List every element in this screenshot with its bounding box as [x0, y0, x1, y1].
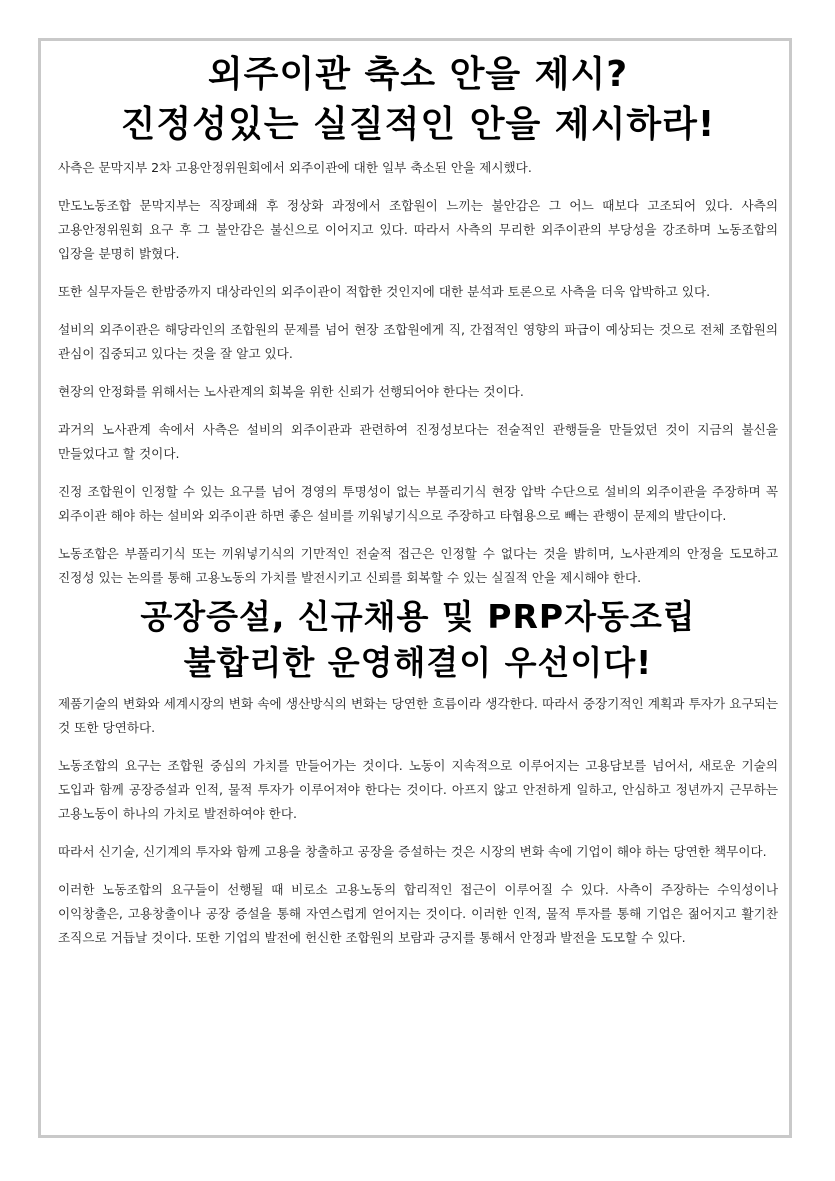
- section2-paragraph: 이러한 노동조합의 요구들이 선행될 때 비로소 고용노동의 합리적인 접근이 이루어질 수 있다. 사측이 주장하는 수익성이나 이익창출은, 고용창출이나 공장 증설을 통해 자연스럽게 얻어지는 것이다. 이러한 인적, 물적 투자를 통해 기업은 젊어지고 활기찬 조직으로 거듭날 것이다. 또한 기업의 발전에 헌신한 조합원의 보람과 긍지를 통해서 안정과 발전을 도모할 수 있다.: [58, 882, 778, 945]
- document-content: [58, 50, 778, 964]
- section1-title-line1: 외주이관 축소 안을 제시?: [207, 54, 629, 95]
- section1-paragraph: 과거의 노사관계 속에서 사측은 설비의 외주이관과 관련하여 진정성보다는 전술적인 관행들을 만들었던 것이 지금의 불신을 만들었다고 할 것이다.: [58, 422, 778, 461]
- section1-paragraph: 진정 조합원이 인정할 수 있는 요구를 넘어 경영의 투명성이 없는 부풀리기식 현장 압박 수단으로 설비의 외주이관을 주장하며 꼭 외주이관 해야 하는 설비와 외주이관 하면 좋은 설비를 끼워넣기식으로 주장하고 타협용으로 빼는 관행이 문제의 발단이다.: [58, 484, 778, 523]
- section1-paragraph: 현장의 안정화를 위해서는 노사관계의 회복을 위한 신뢰가 선행되어야 한다는 것이다.: [58, 384, 524, 399]
- section2-paragraph: 노동조합의 요구는 조합원 중심의 가치를 만들어가는 것이다. 노동이 지속적으로 이루어지는 고용담보를 넘어서, 새로운 기술의 도입과 함께 공장증설과 인적, 물적 투자가 이루어져야 한다는 것이다. 아프지 않고 안전하게 일하고, 안심하고 정년까지 근무하는 고용노동이 하나의 가치로 발전하여야 한다.: [58, 758, 778, 821]
- section1-paragraph: 설비의 외주이관은 해당라인의 조합원의 문제를 넘어 현장 조합원에게 직, 간접적인 영향의 파급이 예상되는 것으로 전체 조합원의 관심이 집중되고 있다는 것을 잘 알고 있다.: [58, 322, 778, 361]
- section1-paragraph: 사측은 문막지부 2차 고용안정위원회에서 외주이관에 대한 일부 축소된 안을 제시했다.: [58, 160, 532, 175]
- section2-title-line2: 불합리한 운영해결이 우선이다!: [183, 643, 653, 682]
- section2-paragraph: 따라서 신기술, 신기계의 투자와 함께 고용을 창출하고 공장을 증설하는 것은 시장의 변화 속에 기업이 해야 하는 당연한 책무이다.: [58, 844, 767, 859]
- section1-paragraph: 노동조합은 부풀리기식 또는 끼워넣기식의 기만적인 전술적 접근은 인정할 수 없다는 것을 밝히며, 노사관계의 안정을 도모하고 진정성 있는 논의를 통해 고용노동의 가치를 발전시키고 신뢰를 회복할 수 있는 실질적 안을 제시해야 한다.: [58, 546, 778, 585]
- section2-body: [58, 692, 778, 950]
- section1-paragraph: 만도노동조합 문막지부는 직장폐쇄 후 정상화 과정에서 조합원이 느끼는 불안감은 그 어느 때보다 고조되어 있다. 사측의 고용안정위원회 요구 후 그 불안감은 불신으로 이어지고 있다. 따라서 사측의 무리한 외주이관의 부당성을 강조하며 노동조합의 입장을 분명히 밝혔다.: [58, 198, 778, 261]
- section2-paragraph: 제품기술의 변화와 세계시장의 변화 속에 생산방식의 변화는 당연한 흐름이라 생각한다. 따라서 중장기적인 계획과 투자가 요구되는 것 또한 당연하다.: [58, 696, 778, 735]
- section1-title-line2: 진정성있는 실질적인 안을 제시하라!: [120, 104, 716, 145]
- section2-title-line1: 공장증설, 신규채용 및 PRP자동조립: [140, 597, 696, 636]
- section1-paragraph: 또한 실무자들은 한밤중까지 대상라인의 외주이관이 적합한 것인지에 대한 분석과 토론으로 사측을 더욱 압박하고 있다.: [58, 284, 711, 299]
- section1-body: [58, 156, 778, 590]
